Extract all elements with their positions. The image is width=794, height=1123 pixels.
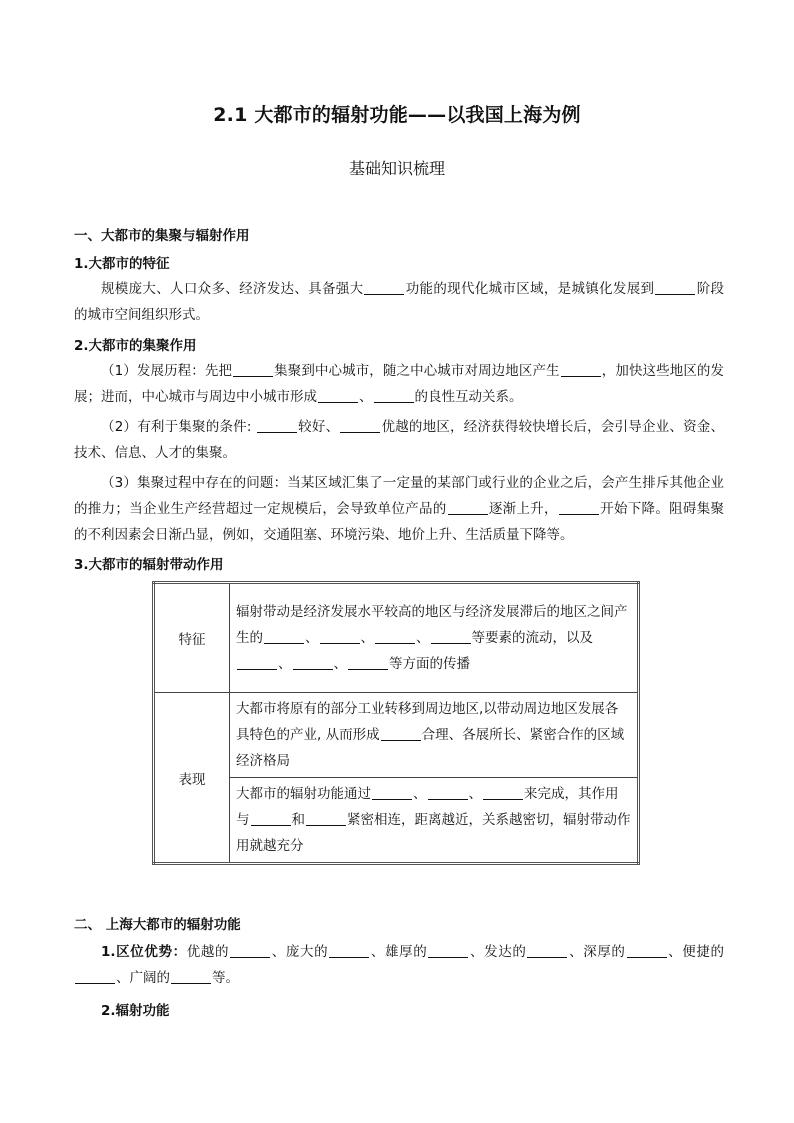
text-run: 、 <box>360 630 374 646</box>
table-row-label: 特征 <box>154 583 230 693</box>
section2-heading: 二、 上海大都市的辐射功能 <box>74 917 241 933</box>
fill-blank[interactable] <box>348 655 388 670</box>
text-run: 、广阔的 <box>116 970 170 986</box>
radiation-table <box>152 581 640 865</box>
sub2-item1 <box>74 358 724 410</box>
text-run: 较好、 <box>297 419 340 435</box>
table-cell <box>230 693 639 778</box>
text-run: 、深厚的 <box>568 944 626 960</box>
text-run: 阶段的城市空间组织形式。 <box>74 281 724 323</box>
text-run: 大都市将原有的部分工业转移到周边地区,以带动周边地区发展各具特色的产业, 从而形成 <box>236 701 619 743</box>
text-run: （1）发展历程：先把 <box>101 363 233 379</box>
text-run: （3）集聚过程中存在的问题：当某区域汇集了一定量的某部门或行业的企业之后，会产生排斥其他企业的推力；当企业生产经营超过一定规模后，会导致单位产品的 <box>74 475 724 517</box>
sub2-item3 <box>74 470 724 548</box>
text-run: 、庞大的 <box>271 944 329 960</box>
fill-blank[interactable] <box>318 388 358 403</box>
text-run: ，加快这些地区的发展；进而，中心城市与周边中小城市形成 <box>74 363 725 405</box>
fill-blank[interactable] <box>381 726 421 741</box>
fill-blank[interactable] <box>527 943 567 958</box>
fill-blank[interactable] <box>237 655 277 670</box>
fill-blank[interactable] <box>428 785 468 800</box>
text-run: 优越的 <box>186 944 230 960</box>
table-row-label: 表现 <box>154 693 230 864</box>
text-run: 、 <box>413 786 427 802</box>
table-cell <box>230 583 639 693</box>
text-run: 大都市的辐射功能通过 <box>236 786 371 802</box>
sub3-heading: 3.大都市的辐射带动作用 <box>74 557 224 573</box>
sub1-heading: 1.大都市的特征 <box>74 256 170 272</box>
fill-blank[interactable] <box>257 418 297 433</box>
fill-blank[interactable] <box>320 629 360 644</box>
fill-blank[interactable] <box>627 943 667 958</box>
text-run: 规模庞大、人口众多、经济发达、具备强大 <box>101 281 364 297</box>
text-run: （2）有利于集聚的条件: <box>101 419 252 435</box>
text-run: 开始下降。阻碍集聚的不利因素会日渐凸显，例如，交通阻塞、环境污染、地价上升、生活质量下降等。 <box>74 501 725 543</box>
sub2-item2 <box>74 414 724 466</box>
fill-blank[interactable] <box>340 418 380 433</box>
sub1-paragraph <box>74 276 724 328</box>
fill-blank[interactable] <box>375 629 415 644</box>
fill-blank[interactable] <box>364 280 404 295</box>
text-run: 优越的地区，经济获得较快增长后，会引导企业、资金、技术、信息、人才的集聚。 <box>74 419 725 461</box>
fill-blank[interactable] <box>431 629 471 644</box>
fill-blank[interactable] <box>372 785 412 800</box>
section2-sub1 <box>74 939 724 991</box>
text-run: 、 <box>305 630 319 646</box>
text-run: 等要素的流动，以及 <box>471 630 593 646</box>
text-run: 1.区位优势： <box>101 944 187 960</box>
fill-blank[interactable] <box>561 362 601 377</box>
text-run: 来完成，其作用与 <box>236 786 619 828</box>
text-run: 、 <box>333 656 347 672</box>
page-subtitle: 基础知识梳理 <box>348 159 445 178</box>
fill-blank[interactable] <box>306 811 346 826</box>
fill-blank[interactable] <box>251 811 291 826</box>
sub2-heading: 2.大都市的集聚作用 <box>74 338 197 354</box>
text-run: 、发达的 <box>469 944 527 960</box>
fill-blank[interactable] <box>448 500 488 515</box>
fill-blank[interactable] <box>75 969 115 984</box>
fill-blank[interactable] <box>655 280 695 295</box>
text-run: 合理、各展所长、紧密合作的区域经济格局 <box>236 727 625 769</box>
text-run: 的良性互动关系。 <box>414 389 523 405</box>
fill-blank[interactable] <box>374 388 414 403</box>
fill-blank[interactable] <box>428 943 468 958</box>
table-cell <box>230 778 639 864</box>
text-run: 紧密相连，距离越近，关系越密切，辐射带动作用就越充分 <box>236 812 631 854</box>
fill-blank[interactable] <box>293 655 333 670</box>
text-run: 、 <box>416 630 430 646</box>
text-run: 、雄厚的 <box>370 944 428 960</box>
text-run: 和 <box>291 812 305 828</box>
fill-blank[interactable] <box>230 943 270 958</box>
text-run: 、 <box>278 656 292 672</box>
section1-heading: 一、大都市的集聚与辐射作用 <box>74 228 250 244</box>
section2-sub2-heading: 2.辐射功能 <box>101 1003 170 1019</box>
fill-blank[interactable] <box>329 943 369 958</box>
text-run: 逐渐上升， <box>488 501 558 517</box>
fill-blank[interactable] <box>559 500 599 515</box>
text-run: 等。 <box>212 970 239 986</box>
text-run: 功能的现代化城市区域，是城镇化发展到 <box>405 281 655 297</box>
text-run: 等方面的传播 <box>389 656 470 672</box>
text-run: 集聚到中心城市，随之中心城市对周边地区产生 <box>274 363 560 379</box>
text-run: 、 <box>359 389 373 405</box>
fill-blank[interactable] <box>483 785 523 800</box>
text-run: 、便捷的 <box>667 944 725 960</box>
fill-blank[interactable] <box>264 629 304 644</box>
fill-blank[interactable] <box>171 969 211 984</box>
fill-blank[interactable] <box>233 362 273 377</box>
page-title: 2.1 大都市的辐射功能——以我国上海为例 <box>213 104 581 126</box>
text-run: 、 <box>468 786 482 802</box>
text-run: 辐射带动是经济发展水平较高的地区与经济发展滞后的地区之间产生的 <box>236 604 628 646</box>
